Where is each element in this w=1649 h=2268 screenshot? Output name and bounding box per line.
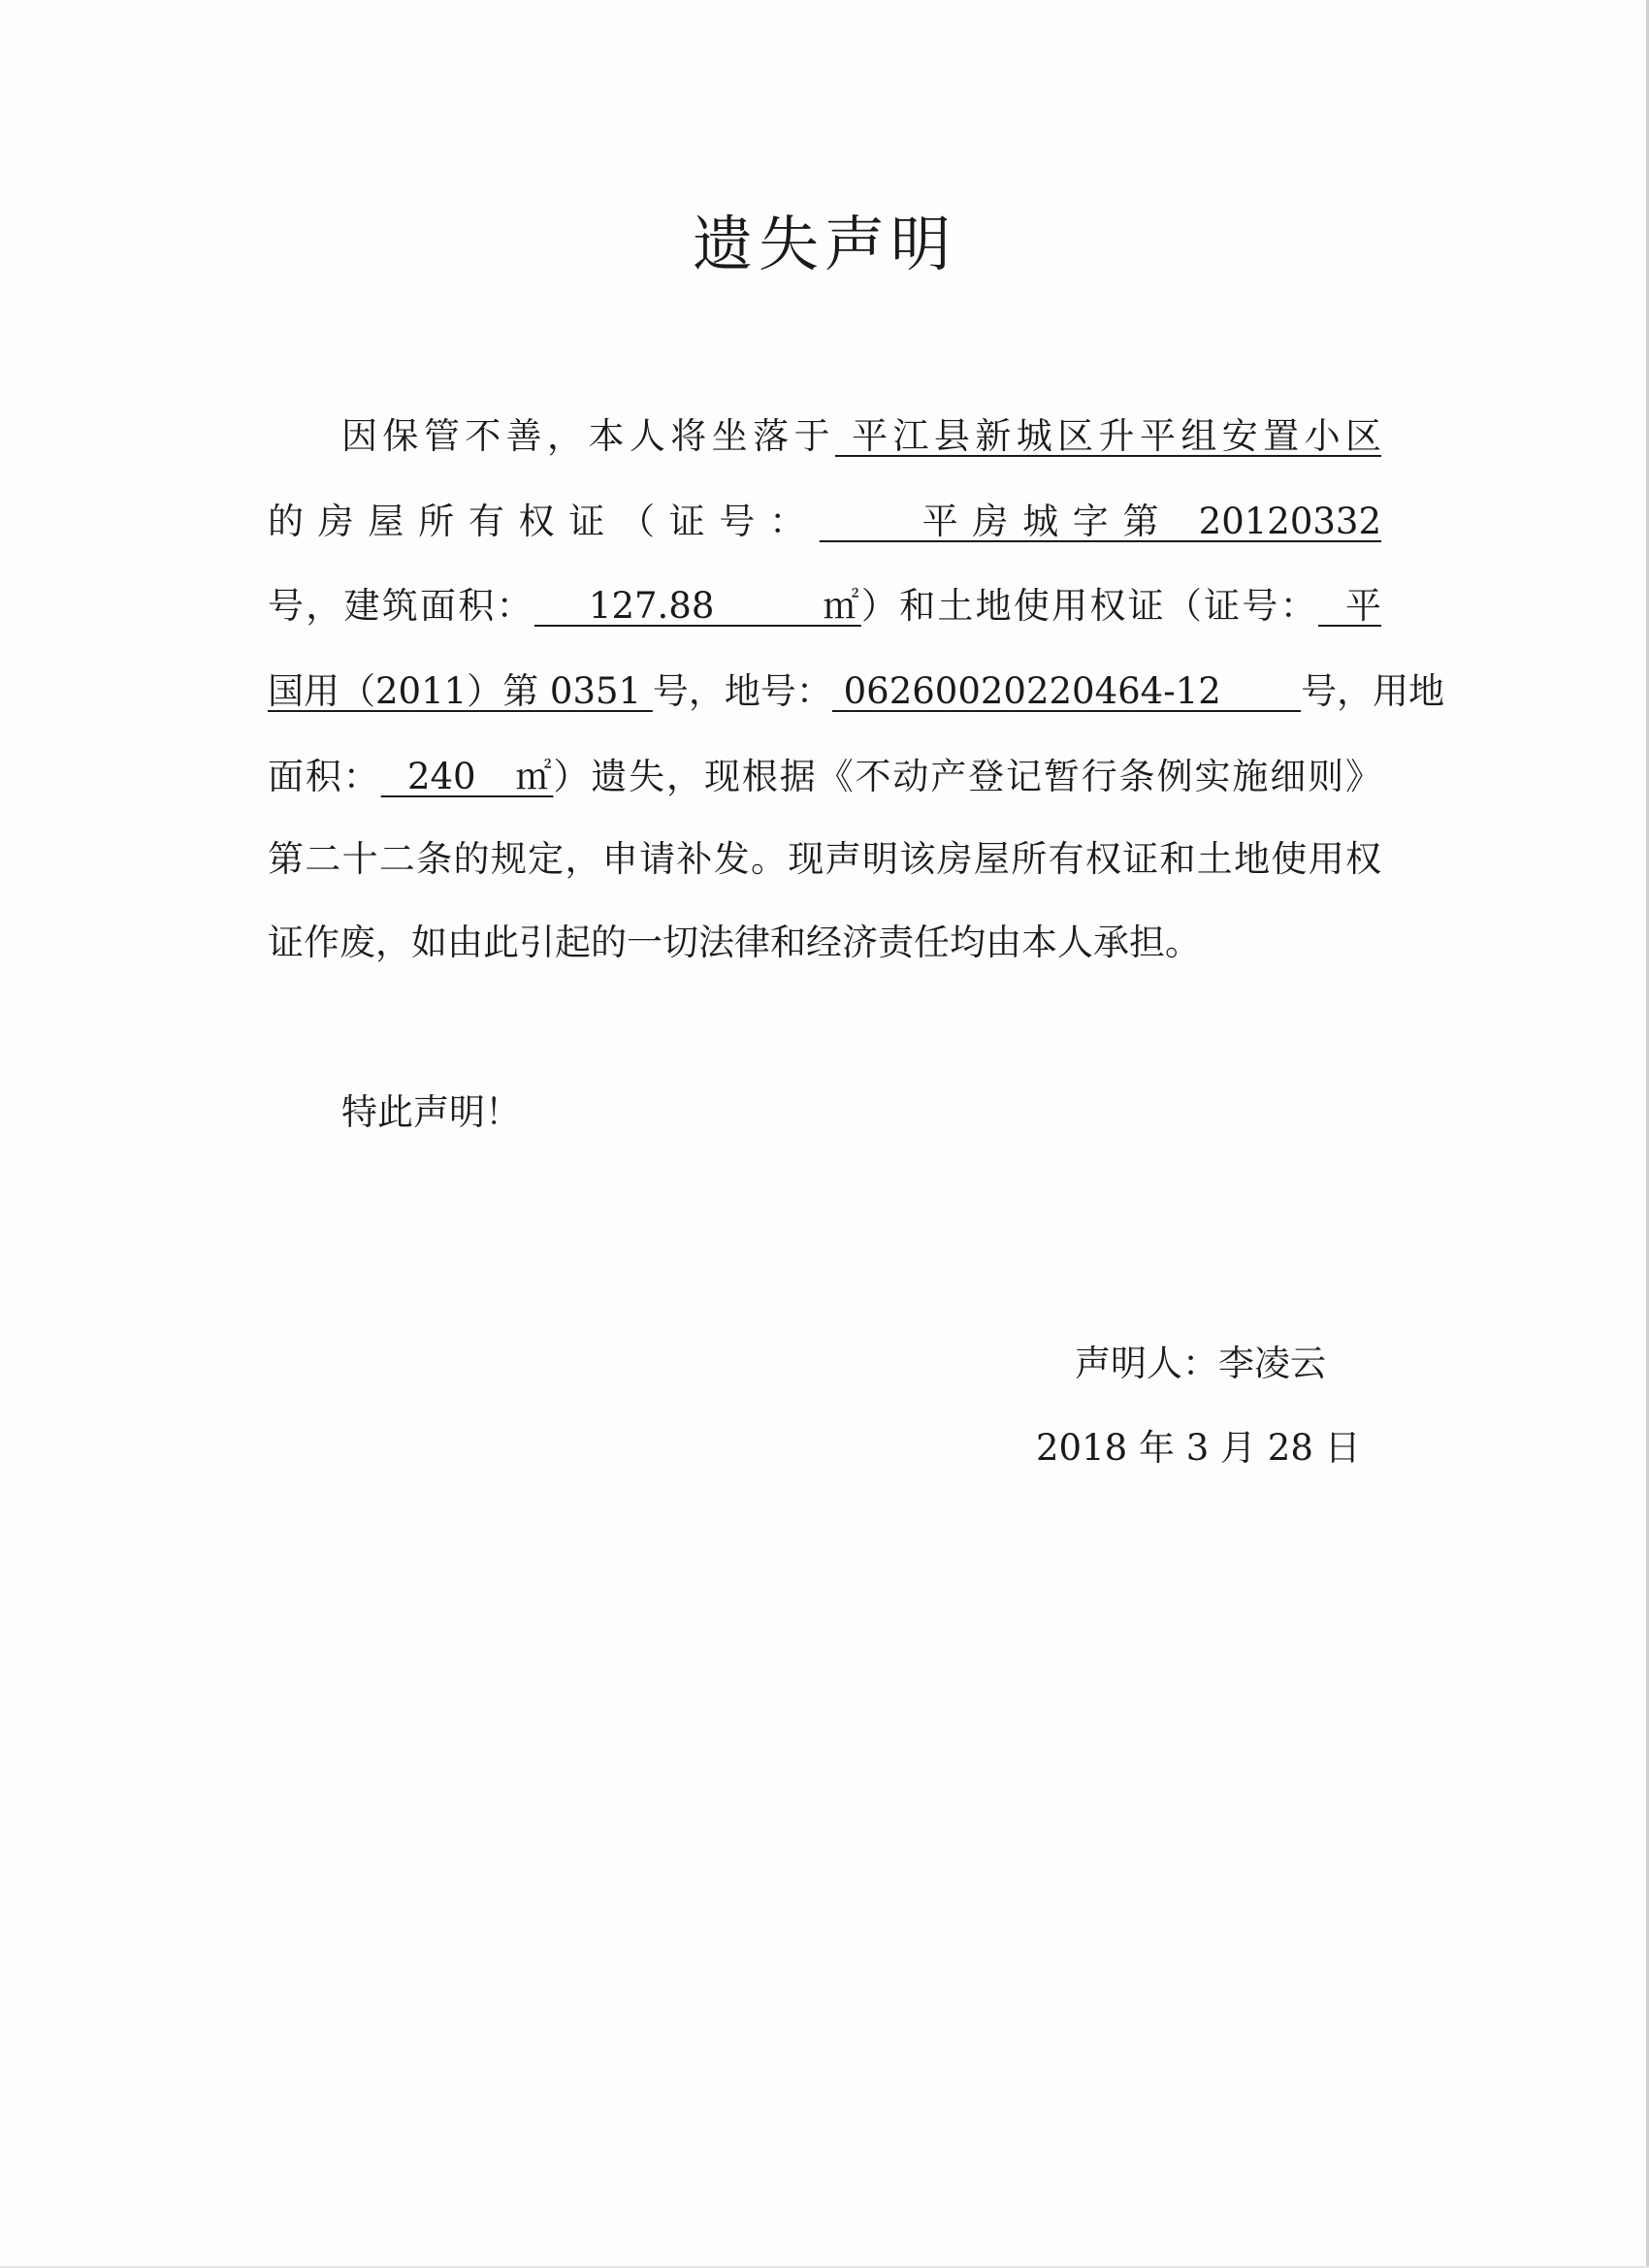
paragraph-line-5 (268, 753, 1381, 801)
paragraph-line-2 (268, 498, 1381, 546)
declarant-signature-line: 声明人：李凌云 (1075, 1343, 1326, 1384)
land-certificate-number-part2: 国用（2011）第 0351 (268, 670, 653, 712)
declaration-date (1036, 1424, 1361, 1473)
date-year-unit: 年 (1138, 1427, 1175, 1469)
paragraph-line-1 (341, 412, 1381, 461)
land-area: 240 ㎡ (380, 756, 554, 797)
land-certificate-number-part1: 平 (1317, 585, 1382, 627)
property-location: 平江县新城区升平组安置小区 (834, 415, 1382, 457)
text-segment: 的房屋所有权证（证号： (268, 501, 820, 542)
date-day: 28 (1267, 1427, 1313, 1469)
paragraph-line-7: 证作废，如由此引起的一切法律和经济责任均由本人承担。 (268, 922, 1201, 963)
date-day-unit: 日 (1324, 1427, 1361, 1469)
text-segment: 号，地号： (652, 670, 832, 712)
text-segment: ）遗失，现根据《不动产登记暂行条例实施细则》 (553, 756, 1381, 797)
date-year: 2018 (1036, 1427, 1128, 1469)
closing-statement: 特此声明！ (341, 1091, 521, 1133)
date-month: 3 (1185, 1427, 1210, 1469)
text-segment: 号，建筑面积： (268, 585, 534, 627)
building-area: 127.88 ㎡ (534, 585, 861, 627)
paragraph-line-3 (268, 582, 1381, 631)
paragraph-line-6: 第二十二条的规定，申请补发。现声明该房屋所有权证和土地使用权 (268, 838, 1381, 880)
text-segment: 面积： (268, 756, 381, 797)
house-certificate-number: 平房城字第 20120332 (819, 501, 1382, 542)
document-title: 遗失声明 (692, 209, 956, 279)
text-segment: 因保管不善，本人将坐落于 (341, 415, 835, 457)
date-month-unit: 月 (1220, 1427, 1257, 1469)
paragraph-line-4 (268, 667, 1445, 716)
parcel-number: 06260020220464-12 (831, 670, 1302, 712)
text-segment: ）和土地使用权证（证号： (860, 585, 1318, 627)
text-segment: 号，用地 (1301, 670, 1445, 712)
